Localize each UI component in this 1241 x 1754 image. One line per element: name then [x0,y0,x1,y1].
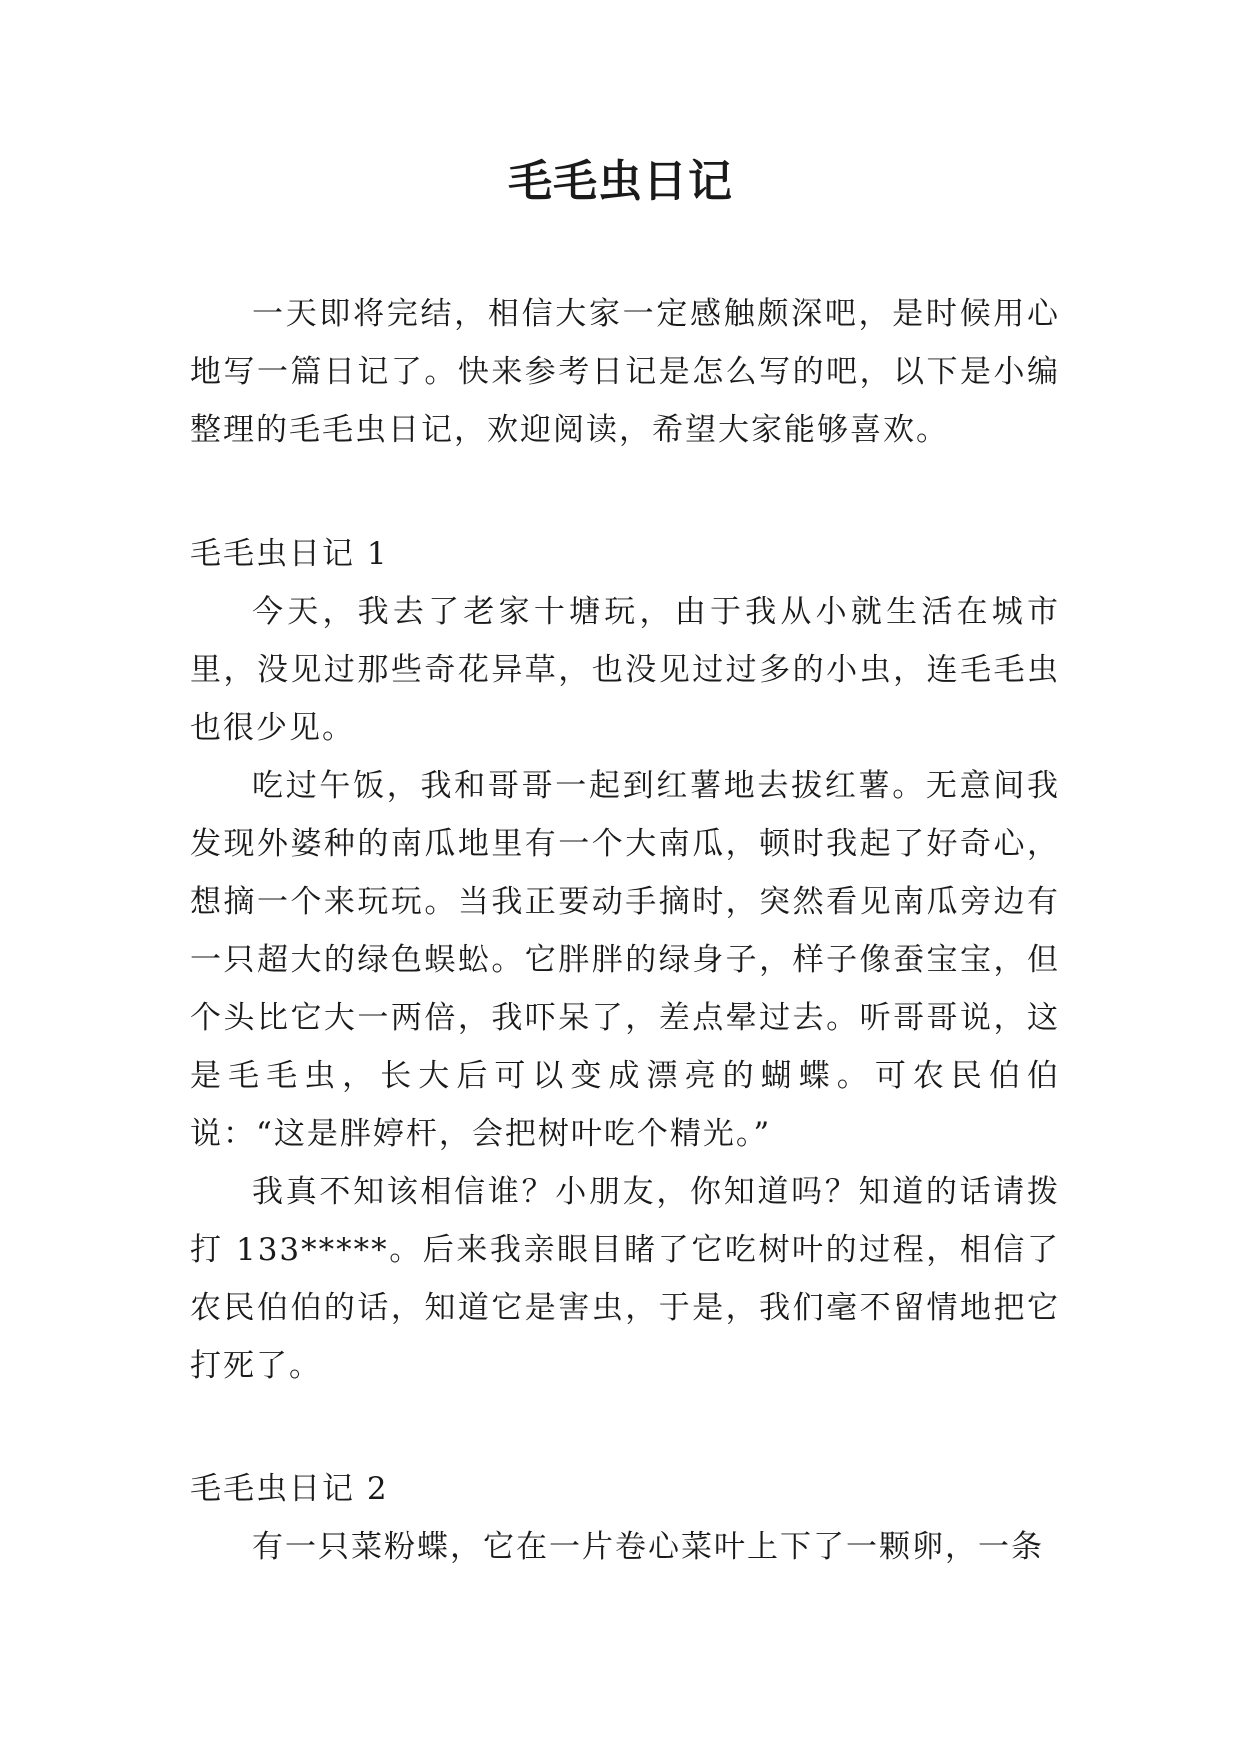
section-diary-2 [190,1460,1060,1576]
intro-paragraph: 一天即将完结，相信大家一定感触颇深吧，是时候用心地写一篇日记了。快来参考日记是怎么写的吧，以下是小编整理的毛毛虫日记，欢迎阅读，希望大家能够喜欢。 [190,296,1060,448]
paragraph: 我真不知该相信谁？小朋友，你知道吗？知道的话请拨打 133*****。后来我亲眼目睹了它吃树叶的过程，相信了农民伯伯的话，知道它是害虫，于是，我们毫不留情地把它打死了。 [190,1174,1060,1384]
section-heading: 毛毛虫日记 2 [190,1471,389,1507]
paragraph: 有一只菜粉蝶，它在一片卷心菜叶上下了一颗卵，一条 [252,1529,1044,1565]
section-heading: 毛毛虫日记 1 [190,536,389,572]
paragraph: 今天，我去了老家十塘玩，由于我从小就生活在城市里，没见过那些奇花异草，也没见过过多的小虫，连毛毛虫也很少见。 [190,594,1060,746]
document-title: 毛毛虫日记 [508,156,733,207]
section-diary-1 [190,525,1060,1395]
intro-block [190,285,1060,459]
paragraph: 吃过午饭，我和哥哥一起到红薯地去拔红薯。无意间我发现外婆种的南瓜地里有一个大南瓜，顿时我起了好奇心，想摘一个来玩玩。当我正要动手摘时，突然看见南瓜旁边有一只超大的绿色蜈蚣。它胖胖的绿身子，样子像蚕宝宝，但个头比它大一两倍，我吓呆了，差点晕过去。听哥哥说，这是毛毛虫，长大后可以变成漂亮的蝴蝶。可农民伯伯说：“这是胖婷杆，会把树叶吃个精光。” [190,768,1060,1152]
